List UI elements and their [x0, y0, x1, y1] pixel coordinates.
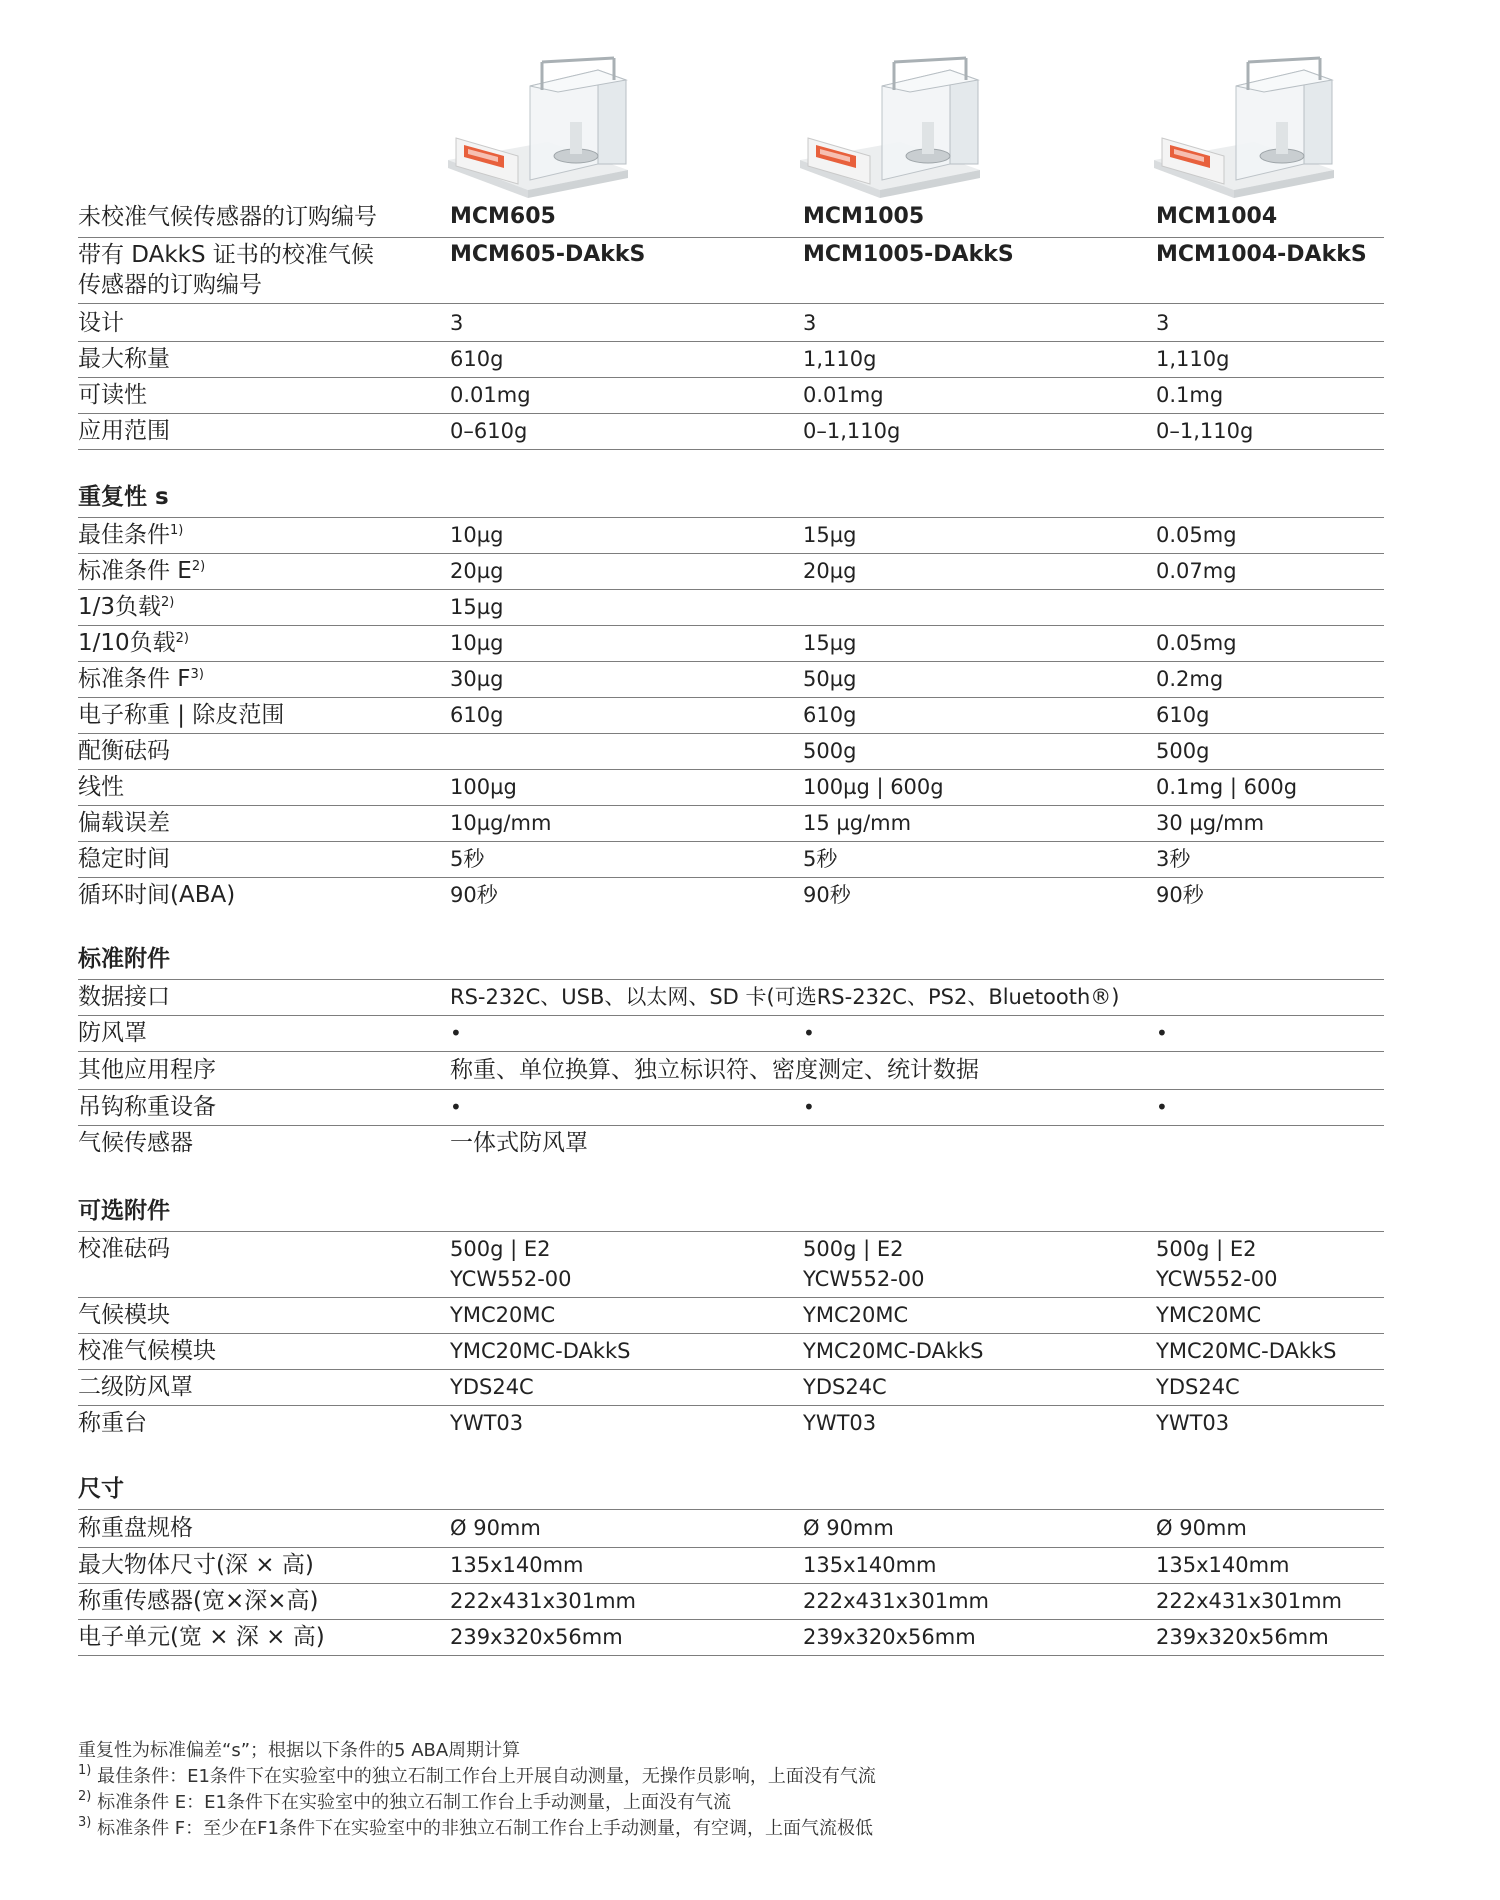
spec-value: 0–1,110g: [803, 419, 901, 443]
spec-value: 50µg: [803, 667, 857, 691]
footnotes: [78, 1738, 876, 1842]
footnote-ref: 3): [190, 667, 204, 682]
spec-row: [78, 554, 1384, 590]
spec-value: 610g: [803, 703, 857, 727]
spec-row: [78, 378, 1384, 414]
row-label: 配衡砝码: [78, 738, 170, 764]
spec-value: 239x320x56mm: [803, 1625, 976, 1649]
footnote-mark: 2): [78, 1789, 92, 1804]
row-label: 稳定时间: [78, 846, 170, 872]
row-label: 循环时间(ABA): [78, 882, 236, 908]
spec-row: [78, 1620, 1384, 1656]
row-label: [78, 556, 450, 586]
spec-row: [78, 590, 1384, 626]
spec-value: 20µg: [803, 559, 857, 583]
spec-value: 610g: [1156, 703, 1210, 727]
spec-row: [78, 306, 1384, 342]
row-label: 吊钩称重设备: [78, 1094, 216, 1120]
spec-value: [1156, 1234, 1384, 1294]
spec-value: 0.05mg: [1156, 631, 1237, 655]
row-label: [78, 664, 450, 694]
balance-image-mcm1005: [790, 52, 990, 200]
row-label: 校准砝码: [78, 1236, 170, 1262]
order-number-row: [78, 202, 1384, 238]
spec-value: 0–610g: [450, 419, 528, 443]
row-label: 最大物体尺寸(深 × 高): [78, 1552, 314, 1578]
spec-value: YDS24C: [803, 1375, 887, 1399]
spec-row: [78, 698, 1384, 734]
spec-row: [78, 1016, 1384, 1052]
spec-value: 10µg: [450, 631, 504, 655]
model-name: MCM1004: [1156, 204, 1278, 229]
spec-value: YWT03: [450, 1411, 524, 1435]
spec-row: [78, 414, 1384, 450]
spec-value: YWT03: [1156, 1411, 1230, 1435]
model-name-dakks: MCM1005-DAkkS: [803, 242, 1014, 267]
included-bullet-icon: •: [803, 1021, 815, 1045]
row-label-line: 传感器的订购编号: [78, 272, 262, 298]
footnote-text: 标准条件 E：E1条件下在实验室中的独立石制工作台上手动测量，上面没有气流: [91, 1792, 731, 1813]
spec-value: 1,110g: [1156, 347, 1230, 371]
footnote-2: [78, 1790, 876, 1816]
footnote-mark: 1): [78, 1763, 92, 1778]
spec-value: 239x320x56mm: [450, 1625, 623, 1649]
spec-row: [78, 1510, 1384, 1548]
row-label: [78, 592, 450, 622]
footnote-ref: 2): [191, 559, 206, 574]
row-label: 线性: [78, 774, 124, 800]
spec-value: 5秒: [450, 847, 485, 871]
spec-value: 500g: [1156, 739, 1210, 763]
footnote-ref: 1): [170, 523, 184, 538]
spec-value: YMC20MC: [803, 1303, 909, 1327]
footnote-3: [78, 1816, 876, 1842]
included-bullet-icon: •: [450, 1021, 462, 1045]
spec-value: YMC20MC-DAkkS: [450, 1339, 631, 1363]
spec-value-line: 500g | E2: [450, 1237, 551, 1261]
spec-value: YDS24C: [450, 1375, 534, 1399]
spec-value: 3秒: [1156, 847, 1191, 871]
spec-value: YWT03: [803, 1411, 877, 1435]
included-bullet-icon: •: [450, 1095, 462, 1119]
spec-value: [803, 1234, 1156, 1294]
spec-value: 3: [803, 311, 817, 335]
row-label: 校准气候模块: [78, 1338, 216, 1364]
row-label: 称重传感器(宽×深×高): [78, 1588, 319, 1614]
row-label-text: 1/10负载: [78, 630, 176, 656]
spec-value: 30 µg/mm: [1156, 811, 1265, 835]
spec-value: 90秒: [1156, 883, 1204, 907]
spec-value: YMC20MC-DAkkS: [1156, 1339, 1337, 1363]
spec-value: Ø 90mm: [1156, 1516, 1247, 1540]
spec-row: [78, 662, 1384, 698]
footnote-mark: 3): [78, 1815, 92, 1830]
row-label: 二级防风罩: [78, 1374, 193, 1400]
spec-value: 15 µg/mm: [803, 811, 912, 835]
spec-value: YMC20MC: [1156, 1303, 1262, 1327]
spec-row: [78, 842, 1384, 878]
footnote-intro: 重复性为标准偏差“s”；根据以下条件的5 ABA周期计算: [78, 1740, 521, 1761]
row-label: 应用范围: [78, 418, 170, 444]
spec-value: 15µg: [803, 631, 857, 655]
spec-value: YDS24C: [1156, 1375, 1240, 1399]
footnote-ref: 2): [175, 631, 189, 646]
row-label-text: 1/3负载: [78, 594, 162, 620]
row-label: [78, 240, 450, 300]
spec-value: 0.01mg: [803, 383, 884, 407]
spec-value: 135x140mm: [803, 1553, 937, 1577]
spec-value: Ø 90mm: [450, 1516, 541, 1540]
spec-value: 3: [450, 311, 464, 335]
spec-row: [78, 1584, 1384, 1620]
spec-value-line: 500g | E2: [1156, 1237, 1257, 1261]
spec-value: 3: [1156, 311, 1170, 335]
row-label: 可读性: [78, 382, 147, 408]
row-label: 气候模块: [78, 1302, 170, 1328]
row-label: 其他应用程序: [78, 1057, 216, 1083]
spec-value: YMC20MC-DAkkS: [803, 1339, 984, 1363]
spec-value: 135x140mm: [1156, 1553, 1290, 1577]
spec-value: 0.07mg: [1156, 559, 1237, 583]
product-images: [78, 52, 1384, 200]
spec-value: 0.2mg: [1156, 667, 1224, 691]
spec-value: 239x320x56mm: [1156, 1625, 1329, 1649]
spec-row: [78, 342, 1384, 378]
row-label: 电子单元(宽 × 深 × 高): [78, 1624, 325, 1650]
spec-value: 610g: [450, 703, 504, 727]
spec-value-spanning: RS-232C、USB、以太网、SD 卡(可选RS-232C、PS2、Bluetooth®): [450, 985, 1120, 1009]
spec-value: 10µg/mm: [450, 811, 552, 835]
spec-value-line: YCW552-00: [1156, 1267, 1278, 1291]
spec-value: 90秒: [803, 883, 851, 907]
section-title-repeatability: 重复性 s: [78, 482, 1384, 518]
spec-value: 0.01mg: [450, 383, 531, 407]
spec-value: 15µg: [803, 523, 857, 547]
spec-value: 610g: [450, 347, 504, 371]
spec-value: 500g: [803, 739, 857, 763]
spec-value: 10µg: [450, 523, 504, 547]
row-label: 气候传感器: [78, 1130, 193, 1156]
balance-image-mcm605: [438, 52, 638, 200]
included-bullet-icon: •: [803, 1095, 815, 1119]
spec-row: [78, 1232, 1384, 1298]
balance-image-mcm1004: [1144, 52, 1344, 200]
spec-value: [450, 1234, 803, 1294]
row-label: 设计: [78, 310, 124, 336]
row-label: 最大称量: [78, 346, 170, 372]
row-label-text: 标准条件 F: [78, 666, 191, 692]
spec-row: [78, 878, 1384, 914]
footnote-text: 最佳条件：E1条件下在实验室中的独立石制工作台上开展自动测量，无操作员影响，上面没有气流: [91, 1766, 876, 1787]
spec-value: YMC20MC: [450, 1303, 556, 1327]
row-label: 电子称重 | 除皮范围: [78, 702, 285, 728]
spec-value: 135x140mm: [450, 1553, 584, 1577]
model-name-dakks: MCM605-DAkkS: [450, 242, 646, 267]
spec-value: 30µg: [450, 667, 504, 691]
included-bullet-icon: •: [1156, 1095, 1168, 1119]
row-label: 数据接口: [78, 984, 170, 1010]
spec-value: 222x431x301mm: [803, 1589, 990, 1613]
spec-value: 0–1,110g: [1156, 419, 1254, 443]
spec-value: 5秒: [803, 847, 838, 871]
spec-value: Ø 90mm: [803, 1516, 894, 1540]
footnote-ref: 2): [161, 595, 175, 610]
spec-value: 1,110g: [803, 347, 877, 371]
spec-value: 0.05mg: [1156, 523, 1237, 547]
spec-value: 0.1mg: [1156, 383, 1224, 407]
spec-row: [78, 770, 1384, 806]
spec-row: [78, 1052, 1384, 1090]
spec-value-spanning: 一体式防风罩: [450, 1130, 588, 1156]
row-label: [78, 520, 450, 550]
spec-row: [78, 1406, 1384, 1442]
footnote-1: [78, 1764, 876, 1790]
row-label: 防风罩: [78, 1020, 147, 1046]
spec-row: [78, 1298, 1384, 1334]
row-label-text: 最佳条件: [78, 522, 170, 548]
spec-row: [78, 1126, 1384, 1162]
spec-value-line: 500g | E2: [803, 1237, 904, 1261]
order-number-dakks-row: [78, 238, 1384, 304]
row-label: 偏载误差: [78, 810, 170, 836]
model-name: MCM605: [450, 204, 556, 229]
included-bullet-icon: •: [1156, 1021, 1168, 1045]
section-title-optional-accessories: 可选附件: [78, 1196, 1384, 1232]
model-name-dakks: MCM1004-DAkkS: [1156, 242, 1367, 267]
spec-row: [78, 626, 1384, 662]
row-label: 未校准气候传感器的订购编号: [78, 204, 377, 230]
spec-value: 100µg: [450, 775, 517, 799]
model-name: MCM1005: [803, 204, 925, 229]
spec-value: 90秒: [450, 883, 498, 907]
spec-value: 222x431x301mm: [1156, 1589, 1343, 1613]
row-label-line: 带有 DAkkS 证书的校准气候: [78, 242, 374, 268]
spec-row: [78, 1090, 1384, 1126]
spec-value: 100µg | 600g: [803, 775, 944, 799]
spec-value: 15µg: [450, 595, 504, 619]
spec-row: [78, 1334, 1384, 1370]
spec-value: 0.1mg | 600g: [1156, 775, 1298, 799]
spec-value-line: YCW552-00: [803, 1267, 925, 1291]
spec-row: [78, 734, 1384, 770]
section-title-dimensions: 尺寸: [78, 1474, 1384, 1510]
spec-row: [78, 980, 1384, 1016]
spec-row: [78, 1548, 1384, 1584]
row-label: [78, 628, 450, 658]
row-label: 称重盘规格: [78, 1515, 193, 1541]
spec-value-spanning: 称重、单位换算、独立标识符、密度测定、统计数据: [450, 1057, 979, 1083]
row-label: 称重台: [78, 1410, 147, 1436]
spec-row: [78, 806, 1384, 842]
spec-value: 20µg: [450, 559, 504, 583]
section-title-standard-accessories: 标准附件: [78, 944, 1384, 980]
spec-value-line: YCW552-00: [450, 1267, 572, 1291]
spec-row: [78, 518, 1384, 554]
footnote-text: 标准条件 F：至少在F1条件下在实验室中的非独立石制工作台上手动测量，有空调，上面气流极低: [91, 1818, 873, 1839]
spec-value: 222x431x301mm: [450, 1589, 637, 1613]
row-label-text: 标准条件 E: [78, 558, 192, 584]
spec-row: [78, 1370, 1384, 1406]
